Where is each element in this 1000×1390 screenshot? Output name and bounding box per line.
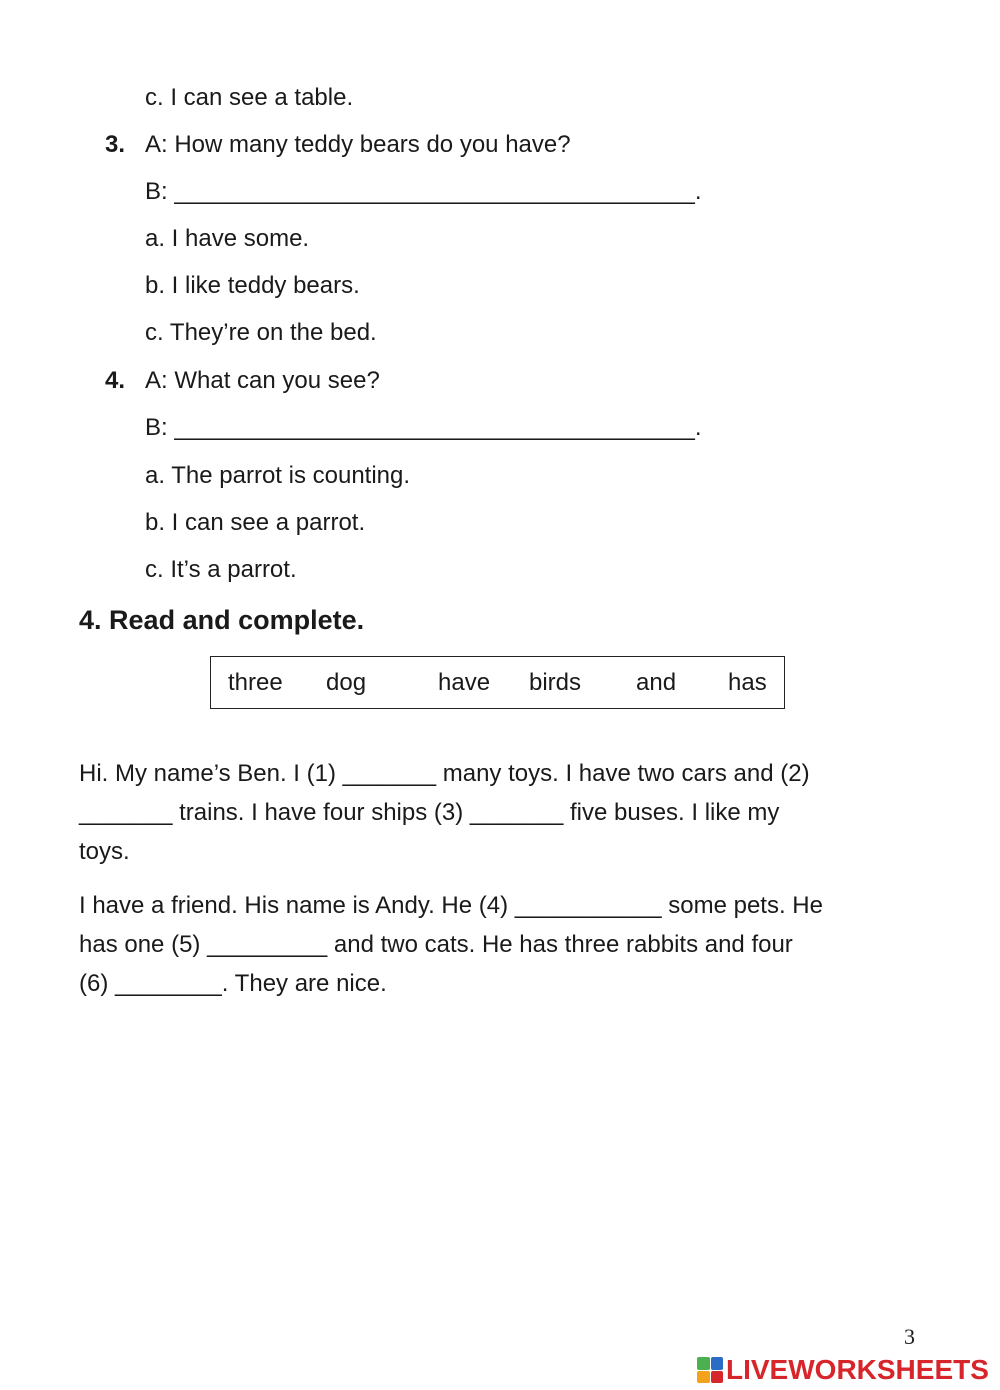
question-4-text: A: What can you see? xyxy=(145,367,380,394)
word-bank-item: has xyxy=(728,669,767,696)
question-4-number: 4. xyxy=(105,367,126,394)
paragraph-1-line: _______ trains. I have four ships (3) _______ five buses. I like my xyxy=(79,799,780,826)
question-3-number: 3. xyxy=(105,131,126,158)
question-3-text: A: How many teddy bears do you have? xyxy=(145,131,571,158)
word-bank xyxy=(210,656,785,709)
paragraph-2-line: I have a friend. His name is Andy. He (4) ___________ some pets. He xyxy=(79,892,823,919)
question-4-answer-line[interactable]: B: _______________________________________. xyxy=(145,414,702,441)
word-bank-item: dog xyxy=(326,669,367,696)
q2-option-c: c. I can see a table. xyxy=(145,84,354,111)
question-3-answer-line[interactable]: B: _______________________________________. xyxy=(145,178,702,205)
section-4-number: 4 xyxy=(79,605,95,635)
section-4-title xyxy=(79,604,364,636)
section-4-title-text: Read and complete. xyxy=(109,605,365,635)
question-4-option-c[interactable]: c. It’s a parrot. xyxy=(145,556,297,583)
paragraph-1-line: Hi. My name’s Ben. I (1) _______ many toys. I have two cars and (2) xyxy=(79,760,810,787)
liveworksheets-brand[interactable] xyxy=(697,1354,989,1386)
paragraph-1-line: toys. xyxy=(79,838,130,865)
logo-tile-icon xyxy=(697,1357,710,1370)
page-number: 3 xyxy=(904,1324,915,1349)
brand-text: LIVEWORKSHEETS xyxy=(726,1354,989,1385)
question-3-option-b[interactable]: b. I like teddy bears. xyxy=(145,272,360,299)
word-bank-item: have xyxy=(438,669,491,696)
question-4-option-b[interactable]: b. I can see a parrot. xyxy=(145,509,366,536)
logo-tile-icon xyxy=(711,1357,724,1370)
paragraph-2-line: has one (5) _________ and two cats. He has three rabbits and four xyxy=(79,931,793,958)
paragraph-2-line: (6) ________. They are nice. xyxy=(79,970,387,997)
liveworksheets-logo-icon xyxy=(697,1357,723,1383)
question-4-option-a[interactable]: a. The parrot is counting. xyxy=(145,462,411,489)
word-bank-item: three xyxy=(228,669,283,696)
section-4-separator: . xyxy=(94,605,110,635)
question-3-option-c[interactable]: c. They’re on the bed. xyxy=(145,319,377,346)
question-3-option-a[interactable]: a. I have some. xyxy=(145,225,310,252)
word-bank-item: birds xyxy=(529,669,582,696)
word-bank-item: and xyxy=(636,669,677,696)
logo-tile-icon xyxy=(697,1371,710,1384)
logo-tile-icon xyxy=(711,1371,724,1384)
